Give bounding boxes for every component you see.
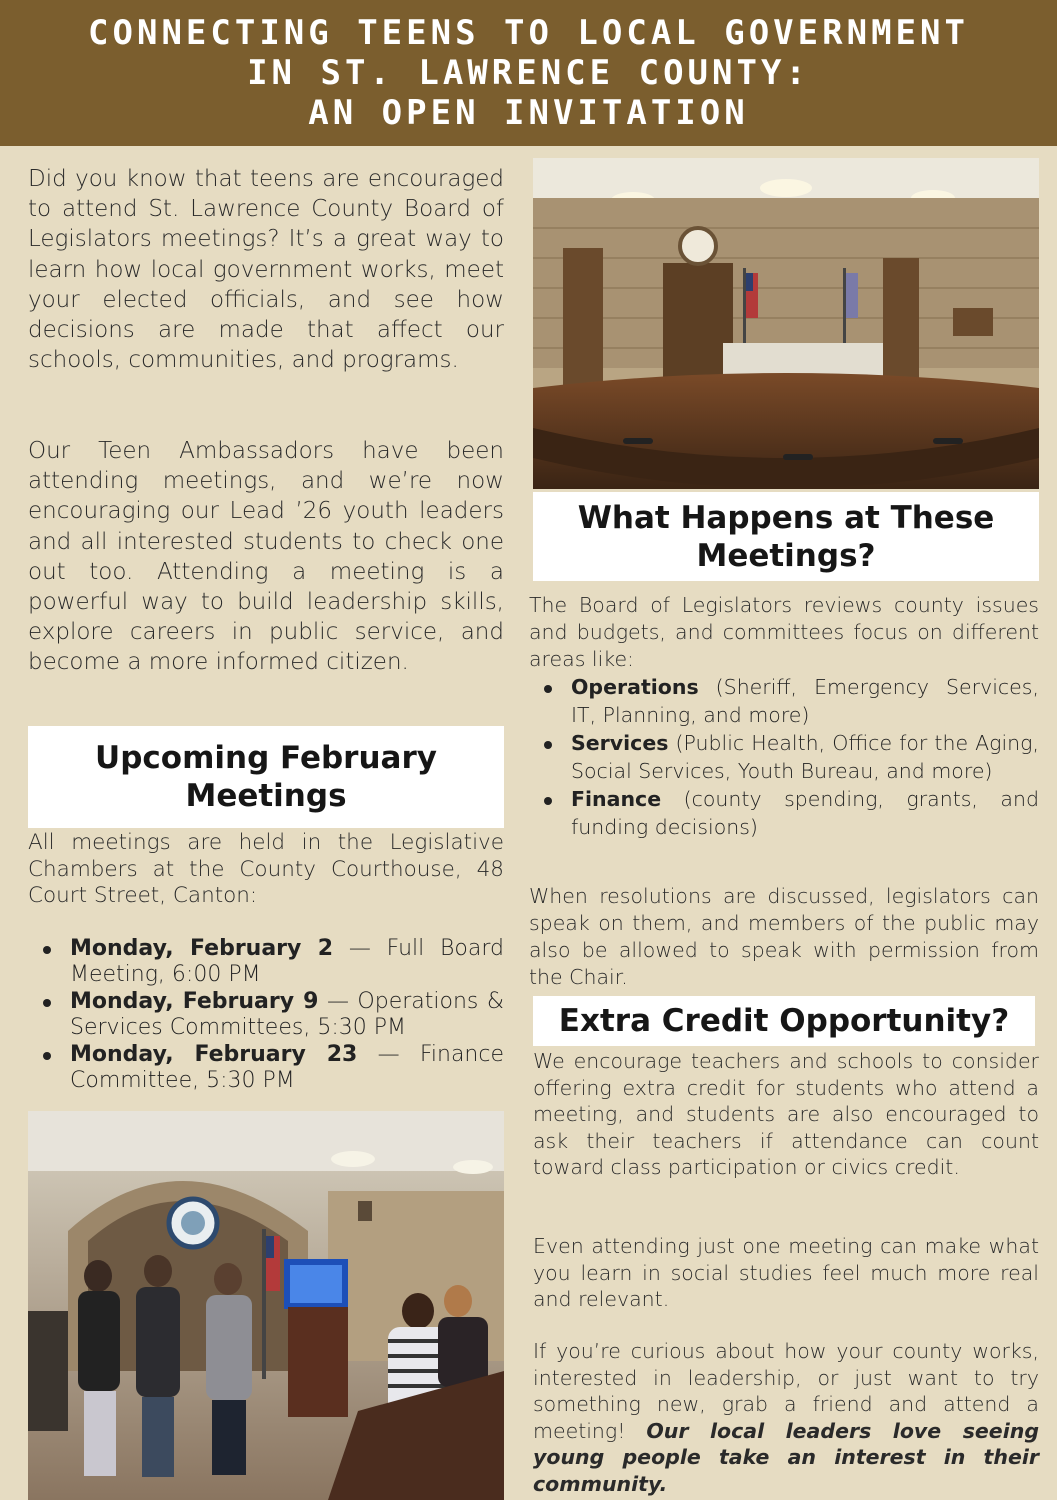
- upcoming-heading-box: [28, 726, 504, 828]
- meeting-item: [28, 989, 504, 1041]
- title-line-2: IN ST. LAWRENCE COUNTY:: [247, 53, 810, 93]
- meeting-detail: — Operations & Services Committees, 5:30 PM: [70, 989, 504, 1040]
- committee-area-detail: (county spending, grants, and funding decisions): [571, 787, 1039, 839]
- committee-area-name: Operations: [571, 675, 699, 699]
- extra-credit-paragraph-3: [533, 1338, 1039, 1497]
- meeting-detail: — Full Board Meeting, 6:00 PM: [70, 936, 504, 987]
- committee-area-detail: (Public Health, Office for the Aging, Social Services, Youth Bureau, and more): [571, 731, 1039, 783]
- students-photo-illustration: [28, 1111, 504, 1500]
- page-title: [88, 13, 969, 133]
- committee-area-item: [529, 674, 1039, 729]
- extra-credit-heading: Extra Credit Opportunity?: [558, 1003, 1010, 1039]
- meeting-location: All meetings are held in the Legislative Chambers at the County Courthouse, 48 Court Street, Canton:: [28, 830, 504, 908]
- committee-area-item: [529, 786, 1039, 841]
- extra-credit-paragraph-1: We encourage teachers and schools to consider offering extra credit for students who attend a meeting, and students are also encouraged to ask their teachers if attendance can count toward class participation or civics credit.: [533, 1049, 1039, 1179]
- extra-credit-paragraph-2: Even attending just one meeting can make what you learn in social studies feel much more real and relevant.: [533, 1234, 1039, 1311]
- title-banner: [0, 0, 1057, 146]
- title-line-1: CONNECTING TEENS TO LOCAL GOVERNMENT: [88, 13, 969, 53]
- what-happens-heading: What Happens at These Meetings?: [577, 499, 995, 574]
- resolutions-paragraph: When resolutions are discussed, legislators can speak on them, and members of the public may also be allowed to speak with permission from the Chair.: [529, 884, 1039, 989]
- committee-area-item: [529, 730, 1039, 785]
- meeting-list: [28, 936, 504, 1095]
- meeting-date: Monday, February 9: [70, 989, 319, 1014]
- what-happens-heading-box: [533, 492, 1039, 581]
- call-to-action-emphasis: Our local leaders love seeing young people take an interest in their community.: [533, 1418, 1039, 1496]
- intro-paragraph-2: Our Teen Ambassadors have been attending meetings, and we’re now encouraging our Lead ’26 youth leaders and all interested students to check one out too. Attending a meeting is a powerful way to build leadership skills, explore careers in public service, and become a more informed citizen.: [28, 438, 504, 676]
- extra-credit-heading-box: [533, 996, 1035, 1046]
- committee-area-detail: (Sheriff, Emergency Services, IT, Planning, and more): [571, 675, 1039, 727]
- intro-paragraph-1: Did you know that teens are encouraged to attend St. Lawrence County Board of Legislators meetings? It’s a great way to learn how local government works, meet your elected officials, and see how decisions are made that affect our schools, communities, and programs.: [28, 166, 504, 374]
- meeting-date: Monday, February 23: [70, 1042, 358, 1067]
- meeting-date: Monday, February 2: [70, 936, 334, 961]
- upcoming-heading: Upcoming February Meetings: [95, 740, 437, 814]
- chamber-photo: [533, 158, 1039, 489]
- committee-area-name: Finance: [571, 787, 662, 811]
- what-happens-intro: The Board of Legislators reviews county issues and budgets, and committees focus on different areas like:: [529, 593, 1039, 671]
- committee-area-name: Services: [571, 731, 669, 755]
- call-to-action-text: If you’re curious about how your county works, interested in leadership, or just want to try something new, grab a friend and attend a meeting!: [533, 1339, 1039, 1443]
- students-speaking-photo: [28, 1111, 504, 1500]
- meeting-item: [28, 1042, 504, 1094]
- title-line-3: AN OPEN INVITATION: [308, 93, 749, 133]
- meeting-detail: — Finance Committee, 5:30 PM: [70, 1042, 504, 1093]
- committee-areas-list: [529, 674, 1039, 842]
- chamber-photo-illustration: [533, 158, 1039, 489]
- meeting-item: [28, 936, 504, 988]
